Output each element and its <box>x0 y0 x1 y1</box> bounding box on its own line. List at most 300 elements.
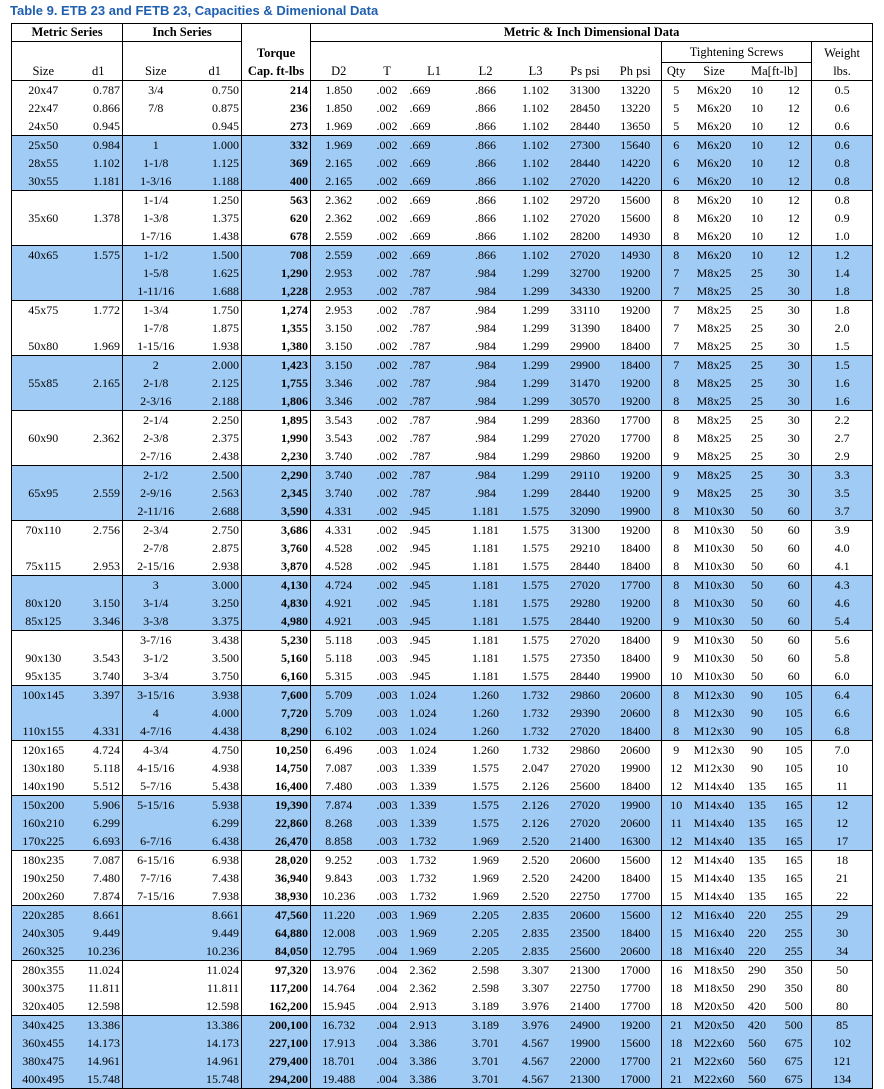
cell-inch-d1: 1.500 <box>189 246 242 265</box>
cell-metric-size: 360x455 <box>12 1034 75 1052</box>
cell-weight: 0.6 <box>812 136 873 155</box>
cell-metric-size: 140x190 <box>22 778 65 793</box>
cell-inch-size: 2-7/8 <box>143 540 169 555</box>
cell-ps-psi: 24200 <box>570 870 601 885</box>
cell-l3: 4.567 <box>511 1052 561 1070</box>
cell-t: .003 <box>376 888 398 903</box>
cell-ph-psi: 17700 <box>610 979 662 997</box>
cell-ph-psi: 18400 <box>610 356 662 375</box>
cell-screw-size: M8x25 <box>691 356 738 375</box>
cell-inch-size: 2-9/16 <box>123 484 189 502</box>
cell-weight: 1.8 <box>812 282 873 301</box>
cell-l2: 3.701 <box>461 1070 511 1089</box>
cell-ph-psi: 20600 <box>610 741 662 760</box>
cell-d2: 15.945 <box>322 998 356 1013</box>
cell-metric-d1: 0.787 <box>75 81 123 100</box>
cell-l3: 1.575 <box>522 668 550 683</box>
cell-ps-psi: 20600 <box>561 906 610 925</box>
table-row <box>12 961 873 980</box>
cell-ma-low: 290 <box>738 961 777 980</box>
cell-metric-size <box>12 466 75 485</box>
torque-header-line2: Cap. ft-lbs <box>242 63 311 81</box>
cell-ph-psi: 19200 <box>610 484 662 502</box>
cell-metric-size: 260x325 <box>12 942 75 961</box>
cell-ma-high: 12 <box>777 227 812 246</box>
table-row <box>12 484 873 502</box>
cell-screw-size: M8x25 <box>696 338 732 353</box>
cell-ph-psi: 19200 <box>610 282 662 301</box>
cell-t: .004 <box>367 1052 408 1070</box>
cell-ps-psi: 31470 <box>561 374 610 392</box>
cell-torque: 1,290 <box>242 264 311 282</box>
cell-ma-high: 30 <box>777 447 812 466</box>
cell-inch-size: 1-3/16 <box>123 172 189 191</box>
cell-l1: .787 <box>409 320 431 335</box>
cell-ps-psi: 21300 <box>561 961 610 980</box>
cell-l1: .669 <box>409 82 431 97</box>
cell-qty: 6 <box>662 154 691 172</box>
cell-metric-size: 55x85 <box>12 374 75 392</box>
cell-inch-size: 2-3/16 <box>123 392 189 411</box>
cell-t: .002 <box>367 466 408 485</box>
cell-torque: 3,870 <box>242 557 311 576</box>
cell-metric-size: 45x75 <box>12 301 75 320</box>
cell-inch-d1: 13.386 <box>189 1016 242 1035</box>
cell-metric-size: 300x375 <box>22 980 65 995</box>
cell-inch-size: 7-15/16 <box>137 888 175 903</box>
cell-weight: 12 <box>812 814 873 832</box>
cell-l2: 1.969 <box>461 832 511 851</box>
table-row <box>12 429 873 447</box>
cell-torque: 84,050 <box>242 942 311 961</box>
cell-l2: .866 <box>461 191 511 210</box>
cell-screw-size: M12x30 <box>691 741 738 760</box>
cell-l1: .669 <box>408 191 461 210</box>
cell-ma-high: 105 <box>777 704 812 722</box>
cell-metric-size: 20x47 <box>28 82 59 97</box>
cell-torque: 26,470 <box>242 832 311 851</box>
cell-torque: 279,400 <box>242 1052 311 1070</box>
cell-metric-size: 35x60 <box>28 210 59 225</box>
cell-inch-d1: 8.661 <box>189 906 242 925</box>
table-row <box>12 942 873 961</box>
blank <box>189 42 242 63</box>
cell-l3: 2.520 <box>522 870 550 885</box>
cell-l3: 1.299 <box>522 338 550 353</box>
cell-screw-size: M8x25 <box>691 392 738 411</box>
cell-ma-high: 30 <box>777 301 812 320</box>
cell-weight: 6.4 <box>812 686 873 705</box>
cell-d2: 9.252 <box>311 851 367 870</box>
cell-d2: 4.331 <box>311 521 367 540</box>
cell-weight: 22 <box>836 888 849 903</box>
cell-screw-size: M14x40 <box>691 832 738 851</box>
cell-t: .002 <box>367 392 408 411</box>
cell-torque: 16,400 <box>242 777 311 796</box>
cell-metric-d1: 10.236 <box>75 942 123 961</box>
cell-ma-low: 25 <box>738 356 777 375</box>
cell-ps-psi: 27020 <box>561 631 610 650</box>
col-header-metric-size: Size <box>12 63 75 81</box>
cell-metric-d1: 6.299 <box>75 814 123 832</box>
cell-ph-psi: 20600 <box>610 686 662 705</box>
cell-l1: .787 <box>408 356 461 375</box>
cell-metric-size <box>12 502 75 521</box>
cell-torque: 162,200 <box>242 997 311 1016</box>
cell-ma-high: 12 <box>777 246 812 265</box>
cell-ma-high: 105 <box>777 686 812 705</box>
col-header-t: T <box>367 63 408 81</box>
cell-qty: 10 <box>670 668 683 683</box>
cell-metric-size <box>12 539 75 557</box>
cell-inch-size: 5-15/16 <box>123 796 189 815</box>
cell-metric-d1 <box>75 539 123 557</box>
cell-qty: 7 <box>662 264 691 282</box>
cell-ps-psi: 30570 <box>561 392 610 411</box>
cell-ps-psi: 28440 <box>561 484 610 502</box>
cell-ma-low: 220 <box>738 942 777 961</box>
cell-ps-psi: 27020 <box>570 210 601 225</box>
cell-screw-size: M10x30 <box>691 576 738 595</box>
cell-metric-d1 <box>75 576 123 595</box>
cell-ma-low: 135 <box>748 778 767 793</box>
cell-inch-d1: 12.598 <box>189 997 242 1016</box>
cell-qty: 8 <box>662 392 691 411</box>
cell-l3: 1.299 <box>511 466 561 485</box>
cell-qty: 8 <box>662 246 691 265</box>
cell-ma-high: 165 <box>777 777 812 796</box>
cell-l1: .787 <box>409 448 431 463</box>
cell-inch-d1: 4.438 <box>189 722 242 741</box>
cell-screw-size: M8x25 <box>691 282 738 301</box>
cell-metric-size: 400x495 <box>12 1070 75 1089</box>
cell-l1: .787 <box>408 466 461 485</box>
cell-ps-psi: 28440 <box>570 558 601 573</box>
cell-t: .002 <box>367 301 408 320</box>
cell-l3: 1.102 <box>511 136 561 155</box>
cell-ma-low: 50 <box>738 631 777 650</box>
cell-l1: 1.339 <box>409 778 437 793</box>
cell-l2: 1.575 <box>461 796 511 815</box>
cell-weight: 1.0 <box>834 228 850 243</box>
cell-qty: 7 <box>673 338 680 353</box>
cell-inch-size <box>123 997 189 1016</box>
cell-inch-size <box>123 942 189 961</box>
cell-metric-d1: 8.661 <box>75 906 123 925</box>
cell-l3: 1.732 <box>511 741 561 760</box>
cell-metric-d1: 14.173 <box>75 1034 123 1052</box>
cell-ps-psi: 28440 <box>561 612 610 631</box>
cell-l2: 2.205 <box>461 924 511 942</box>
cell-ps-psi: 27300 <box>561 136 610 155</box>
cell-d2: 3.150 <box>311 356 367 375</box>
cell-torque: 620 <box>242 209 311 227</box>
col-header-l2: L2 <box>461 63 511 81</box>
torque-header-line1: Torque <box>242 42 311 63</box>
cell-l3: 2.520 <box>522 888 550 903</box>
table-row <box>12 521 873 540</box>
cell-ma-low: 25 <box>751 430 764 445</box>
cell-metric-size: 22x47 <box>28 100 59 115</box>
cell-d2: 9.843 <box>325 870 353 885</box>
col-header-metric-d1: d1 <box>75 63 123 81</box>
cell-ph-psi: 18400 <box>610 539 662 557</box>
cell-screw-size: M10x30 <box>691 612 738 631</box>
cell-d2: 2.559 <box>311 246 367 265</box>
cell-inch-d1: 1.750 <box>189 301 242 320</box>
cell-l1: 1.732 <box>409 888 437 903</box>
cell-ma-high: 165 <box>777 796 812 815</box>
cell-inch-d1: 5.438 <box>189 777 242 796</box>
cell-metric-d1: 1.772 <box>75 301 123 320</box>
cell-ma-low: 50 <box>751 540 764 555</box>
cell-ma-low: 25 <box>738 282 777 301</box>
cell-torque: 22,860 <box>242 814 311 832</box>
cell-l2: .866 <box>475 100 497 115</box>
cell-d2: 3.740 <box>311 466 367 485</box>
cell-ph-psi: 20600 <box>610 814 662 832</box>
cell-ma-high: 60 <box>777 539 812 557</box>
cell-ma-low: 560 <box>738 1070 777 1089</box>
cell-ma-low: 10 <box>738 136 777 155</box>
cell-d2: 3.740 <box>311 484 367 502</box>
cell-l3: 2.126 <box>511 796 561 815</box>
cell-l3: 1.575 <box>511 576 561 595</box>
cell-ma-low: 25 <box>738 392 777 411</box>
cell-screw-size: M6x20 <box>691 246 738 265</box>
cell-torque: 4,130 <box>242 576 311 595</box>
cell-l3: 1.732 <box>511 722 561 741</box>
cell-t: .002 <box>367 521 408 540</box>
cell-t: .002 <box>376 210 398 225</box>
cell-ph-psi: 14930 <box>610 246 662 265</box>
cell-metric-d1: 1.575 <box>75 246 123 265</box>
cell-l3: 1.102 <box>511 246 561 265</box>
cell-ps-psi: 32090 <box>561 502 610 521</box>
cell-metric-size: 40x65 <box>12 246 75 265</box>
cell-ma-high: 30 <box>777 392 812 411</box>
cell-qty: 12 <box>670 778 683 793</box>
cell-weight: 0.5 <box>834 82 850 97</box>
cell-ma-low: 135 <box>738 851 777 870</box>
cell-screw-size: M6x20 <box>696 82 732 97</box>
cell-inch-size: 6-7/16 <box>123 832 189 851</box>
cell-screw-size: M8x25 <box>691 466 738 485</box>
cell-ph-psi: 17700 <box>610 411 662 430</box>
cell-metric-d1 <box>75 502 123 521</box>
cell-weight: 80 <box>836 998 849 1013</box>
cell-inch-size: 3-1/4 <box>123 594 189 612</box>
cell-ps-psi: 29860 <box>561 686 610 705</box>
cell-inch-size: 4-3/4 <box>123 741 189 760</box>
cell-l3: 1.299 <box>522 320 550 335</box>
cell-ma-low: 90 <box>751 760 764 775</box>
dimensional-header: Metric & Inch Dimensional Data <box>311 24 873 42</box>
cell-screw-size: M8x25 <box>696 320 732 335</box>
cell-ma-high: 675 <box>777 1070 812 1089</box>
cell-l1: .945 <box>408 576 461 595</box>
cell-ps-psi: 21400 <box>570 998 601 1013</box>
cell-t: .002 <box>376 82 398 97</box>
cell-l2: 1.575 <box>472 760 500 775</box>
cell-torque: 1,228 <box>242 282 311 301</box>
cell-l1: .787 <box>408 392 461 411</box>
cell-ps-psi: 27020 <box>561 796 610 815</box>
cell-ma-high: 60 <box>777 521 812 540</box>
cell-metric-size: 240x305 <box>12 924 75 942</box>
cell-ps-psi: 25600 <box>561 942 610 961</box>
cell-l2: .866 <box>475 210 497 225</box>
cell-screw-size: M20x50 <box>693 998 735 1013</box>
cell-l2: 1.181 <box>461 521 511 540</box>
cell-metric-d1 <box>75 264 123 282</box>
cell-torque: 332 <box>242 136 311 155</box>
cell-d2: 2.165 <box>311 172 367 191</box>
table-row <box>12 631 873 650</box>
cell-inch-d1: 3.375 <box>189 612 242 631</box>
cell-ps-psi: 27020 <box>561 722 610 741</box>
cell-inch-size <box>123 979 189 997</box>
cell-l1: .669 <box>408 154 461 172</box>
cell-ps-psi: 29210 <box>570 540 601 555</box>
cell-ps-psi: 21400 <box>561 832 610 851</box>
cell-metric-size: 90x130 <box>25 650 62 665</box>
cell-ph-psi: 17700 <box>610 1052 662 1070</box>
cell-l3: 1.299 <box>511 374 561 392</box>
cell-metric-d1: 12.598 <box>75 997 123 1016</box>
cell-ma-low: 25 <box>738 264 777 282</box>
cell-metric-d1: 14.961 <box>75 1052 123 1070</box>
cell-ph-psi: 18400 <box>610 722 662 741</box>
cell-ma-high: 105 <box>777 722 812 741</box>
blank <box>311 42 662 63</box>
cell-d2: 8.268 <box>311 814 367 832</box>
cell-ma-low: 290 <box>748 980 767 995</box>
cell-torque: 3,590 <box>242 502 311 521</box>
cell-d2: 3.543 <box>325 430 353 445</box>
cell-ph-psi: 13220 <box>610 99 662 117</box>
cell-inch-d1: 1.250 <box>189 191 242 210</box>
cell-qty: 15 <box>670 888 683 903</box>
cell-l1: 1.024 <box>408 722 461 741</box>
cell-ph-psi: 18400 <box>610 649 662 667</box>
cell-metric-d1 <box>75 631 123 650</box>
cell-ph-psi: 18400 <box>610 337 662 356</box>
cell-screw-size: M14x40 <box>693 888 735 903</box>
cell-ps-psi: 28450 <box>570 100 601 115</box>
cell-metric-size: 160x210 <box>12 814 75 832</box>
col-header-ps: Ps psi <box>561 63 610 81</box>
cell-ma-low: 135 <box>748 870 767 885</box>
table-row <box>12 576 873 595</box>
cell-l2: .984 <box>461 392 511 411</box>
cell-inch-d1: 2.938 <box>189 557 242 576</box>
cell-l3: 1.102 <box>522 82 550 97</box>
cell-inch-size <box>123 814 189 832</box>
cell-metric-size: 190x250 <box>22 870 65 885</box>
cell-qty: 18 <box>662 942 691 961</box>
cell-t: .003 <box>367 924 408 942</box>
cell-l2: .866 <box>461 154 511 172</box>
table-row <box>12 301 873 320</box>
cell-ph-psi: 19200 <box>610 594 662 612</box>
cell-inch-size <box>123 924 189 942</box>
cell-metric-size <box>12 264 75 282</box>
table-row <box>12 851 873 870</box>
cell-qty: 8 <box>662 686 691 705</box>
cell-d2: 4.921 <box>311 594 367 612</box>
table-row <box>12 466 873 485</box>
cell-ph-psi: 19900 <box>610 502 662 521</box>
tightening-screws-header: Tightening Screws <box>662 42 812 63</box>
cell-qty: 7 <box>662 356 691 375</box>
cell-ma-low: 10 <box>738 172 777 191</box>
cell-inch-size: 1-7/8 <box>143 320 169 335</box>
cell-d2: 1.850 <box>325 82 353 97</box>
cell-metric-size: 95x135 <box>25 668 62 683</box>
cell-t: .002 <box>367 374 408 392</box>
cell-screw-size: M22x60 <box>691 1034 738 1052</box>
cell-metric-d1: 7.480 <box>75 869 123 887</box>
cell-metric-size: 28x55 <box>12 154 75 172</box>
cell-t: .003 <box>367 796 408 815</box>
cell-t: .003 <box>367 612 408 631</box>
cell-metric-d1: 5.118 <box>75 759 123 777</box>
cell-torque: 2,290 <box>242 466 311 485</box>
table-row <box>12 557 873 576</box>
cell-l2: 2.205 <box>461 942 511 961</box>
cell-metric-d1: 0.866 <box>75 99 123 117</box>
cell-qty: 12 <box>662 906 691 925</box>
cell-metric-size: 65x95 <box>12 484 75 502</box>
cell-metric-size: 30x55 <box>12 172 75 191</box>
cell-l1: 2.362 <box>409 980 437 995</box>
cell-inch-size: 1-1/2 <box>123 246 189 265</box>
cell-l1: .787 <box>408 301 461 320</box>
cell-inch-d1: 1.625 <box>189 264 242 282</box>
cell-t: .002 <box>367 484 408 502</box>
cell-ph-psi: 17000 <box>610 961 662 980</box>
cell-torque: 1,274 <box>242 301 311 320</box>
cell-ma-high: 30 <box>777 264 812 282</box>
cell-t: .003 <box>367 722 408 741</box>
cell-weight: 2.7 <box>834 430 850 445</box>
cell-inch-size <box>123 1052 189 1070</box>
weight-header-line1: Weight <box>824 45 860 60</box>
cell-weight: 0.6 <box>834 118 850 133</box>
cell-qty: 12 <box>670 760 683 775</box>
cell-metric-d1: 7.087 <box>75 851 123 870</box>
table-row <box>12 814 873 832</box>
cell-weight: 85 <box>812 1016 873 1035</box>
cell-l3: 2.835 <box>511 924 561 942</box>
cell-inch-size <box>123 1016 189 1035</box>
cell-inch-d1: 2.438 <box>189 447 242 466</box>
cell-qty: 8 <box>673 430 680 445</box>
cell-qty: 15 <box>662 924 691 942</box>
cell-inch-size: 7-7/16 <box>140 870 172 885</box>
cell-qty: 18 <box>670 980 683 995</box>
cell-d2: 7.874 <box>311 796 367 815</box>
cell-t: .002 <box>367 264 408 282</box>
cell-l3: 1.299 <box>511 411 561 430</box>
cell-t: .002 <box>367 154 408 172</box>
cell-d2: 3.150 <box>325 320 353 335</box>
cell-ps-psi: 29280 <box>561 594 610 612</box>
cell-ps-psi: 29720 <box>561 191 610 210</box>
cell-ma-high: 60 <box>777 649 812 667</box>
cell-qty: 7 <box>673 320 680 335</box>
